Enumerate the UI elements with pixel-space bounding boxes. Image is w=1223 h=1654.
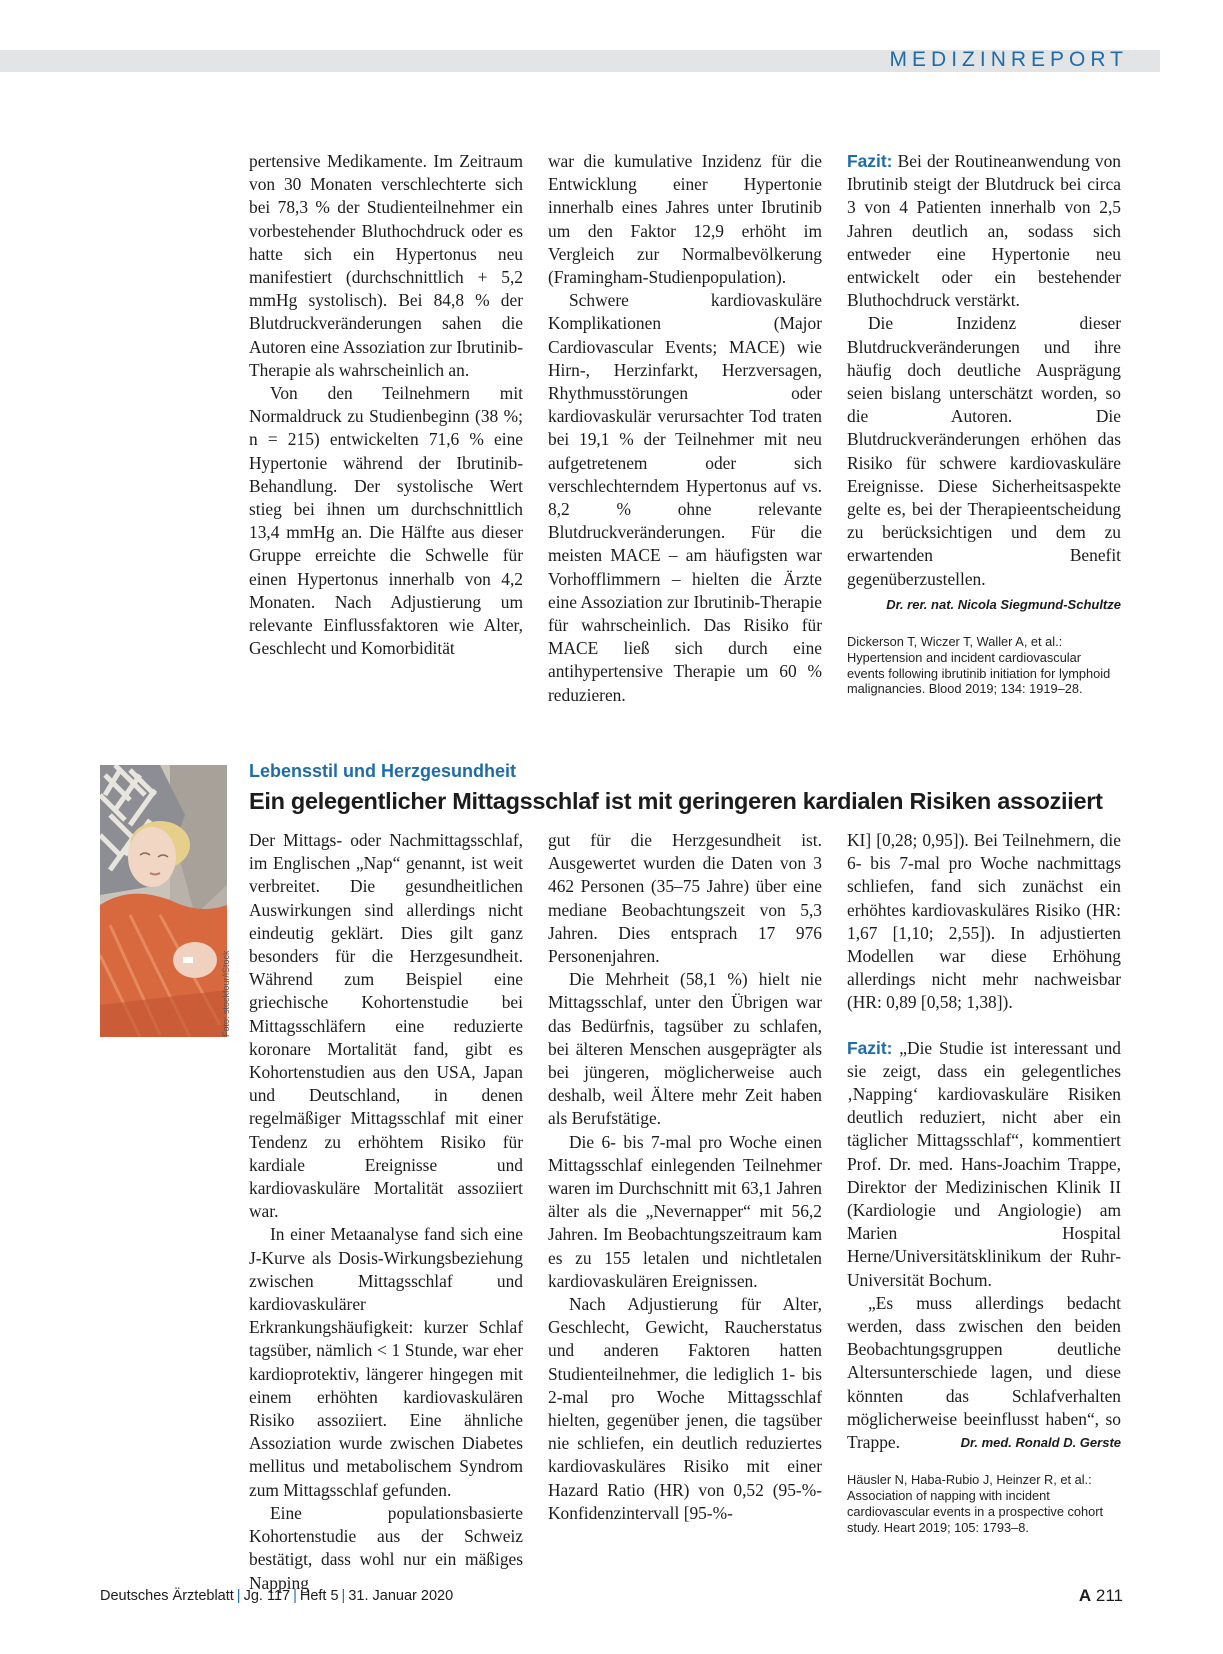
article1-column-2 (548, 150, 822, 707)
journal-name: Deutsches Ärzteblatt (100, 1588, 234, 1604)
page-footer (100, 1586, 1123, 1610)
volume: Jg. 117 (243, 1588, 291, 1604)
reference-line: study. Heart 2019; 105: 1793–8. (847, 1519, 1029, 1535)
article2-column-3 (847, 829, 1121, 1535)
author-byline: Dr. rer. nat. Nicola Siegmund-Schultze (886, 596, 1121, 612)
paragraph (847, 1292, 1121, 1454)
separator: | (341, 1588, 346, 1604)
reference-line: Association of napping with incident (847, 1488, 1050, 1504)
paragraph: Eine populationsbasierte Kohortenstudie aus der Schweiz bestätigt, dass wohl nur ein mäßiges Napping (249, 1502, 523, 1593)
paragraph: Schwere kardiovaskuläre Komplikationen (Major Cardiovascular Events; MACE) wie Hirn-, Herzinfarkt, Herzversagen, Rhythmusstörungen oder kardiovaskulär verursachter Tod traten bei 19,1 % der Teilnehmer mit neu aufgetretenem oder sich verschlechterndem Hypertonus auf vs. 8,2 % ohne relevante Blutdruckveränderungen. Für die meisten MACE – am häufigsten war Vorhofflimmern – hielten die Ärzte eine Assoziation zur Ibrutinib-Therapie für wahrscheinlich. Das Risiko für MACE ließ sich durch eine antihypertensive Therapie um 60 % reduzieren. (548, 290, 822, 705)
fazit-text: Bei der Routineanwendung von Ibrutinib steigt der Blutdruck bei circa 3 von 4 Patienten innerhalb von 2,5 Jahren deutlich an, sodass sich entweder eine Hypertonie neu entwickelt oder ein bestehender Bluthochdruck verstärkt. (847, 151, 1121, 311)
separator: | (293, 1588, 297, 1604)
fazit-paragraph (847, 150, 1121, 312)
fazit-label: Fazit: (847, 1037, 893, 1058)
section-label: MEDIZINREPORT (889, 48, 1128, 71)
article1-column-1 (249, 150, 523, 660)
paragraph: Der Mittags- oder Nachmittagsschlaf, im Englischen „Nap“ genannt, ist weit verbreitet. Die gesundheitlichen Auswirkungen sind allerdings nicht eindeutig geklärt. Dies gilt ganz besonders für die Herzgesundheit. Während zum Beispiel eine griechische Kohortenstudie bei Mittagsschläfern eine reduzierte koronare Mortalität fand, gibt es Kohortenstudien aus den USA, Japan und Deutschland, in denen regelmäßiger Mittagsschlaf mit einer Tendenz zu erhöhtem Risiko für kardiale Ereignisse und kardiovaskuläre Mortalität assoziiert war. (249, 830, 523, 1222)
page-prefix: A (1078, 1586, 1092, 1605)
article2-column-2 (548, 829, 822, 1525)
page-number (1079, 1586, 1123, 1606)
fazit-label: Fazit: (847, 151, 893, 171)
reference-line: events following ibrutinib initiation for lymphoid (847, 665, 1111, 681)
footer-citation (100, 1588, 453, 1604)
fazit-text: „Die Studie ist interessant und sie zeigt, dass ein gelegentliches ‚Napping‘ kardiovaskuläre Risiken deutlich reduziert, nicht aber ein täglicher Mittagsschlaf“, kommentiert Prof. Dr. med. Hans-Joachim Trappe, Direktor der Medizinischen Klinik II (Kardiologie und Angiologie) am Marien Hospital Herne/Universitätsklinikum der Ruhr-Universität Bochum. (847, 1037, 1121, 1290)
fazit-paragraph (847, 1037, 1121, 1292)
paragraph-text: „Es muss allerdings bedacht werden, dass zwischen den beiden Beobachtungsgruppen deutliche Altersunterschiede lagen, und diese könnten das Schlafverhalten möglicherweise beeinflusst haben“, so Trappe. (847, 1292, 1121, 1453)
article-photo (100, 765, 227, 1037)
paragraph: Die 6- bis 7-mal pro Woche einen Mittagsschlaf einlegenden Teilnehmer waren im Durchschnitt mit 63,1 Jahren älter als die „Nevernapper“ mit 56,2 Jahren. Im Beobachtungszeitraum kam es zu 155 letalen und nichtletalen kardiovaskulären Ereignissen. (548, 1131, 822, 1291)
article1-column-3 (847, 150, 1121, 697)
issue-date: 31. Januar 2020 (348, 1588, 454, 1604)
author-byline: Dr. med. Ronald D. Gerste (960, 1435, 1121, 1451)
article-kicker: Lebensstil und Herzgesundheit (249, 761, 517, 781)
article2-column-1 (249, 829, 523, 1595)
paragraph: gut für die Herzgesundheit ist. Ausgewertet wurden die Daten von 3 462 Personen (35–75 Jahre) über eine mediane Beobachtungszeit von 5,3 Jahren. Dies entsprach 17 976 Personenjahren. (548, 830, 822, 967)
paragraph: pertensive Medikamente. Im Zeitraum von 30 Monaten verschlechterte sich bei 78,3 % der Studienteilnehmer ein vorbestehender Bluthochdruck oder es hatte sich ein Hypertonus neu manifestiert (durchschnittlich + 5,2 mmHg systolisch). Bei 84,8 % der Blutdruckveränderungen sahen die Autoren eine Assoziation zur Ibrutinib-Therapie als wahrscheinlich an. (249, 151, 523, 380)
reference-line: Dickerson T, Wiczer T, Waller A, et al.: (847, 634, 1063, 650)
paragraph: war die kumulative Inzidenz für die Entwicklung einer Hypertonie innerhalb eines Jahres unter Ibrutinib um den Faktor 12,9 erhöht im Vergleich zur Normalbevölkerung (Framingham-Studienpopulation). (548, 151, 822, 288)
paragraph: Von den Teilnehmern mit Normaldruck zu Studienbeginn (38 %; n = 215) entwickelten 71,6 % eine Hypertonie während der Ibrutinib-Behandlung. Der systolische Wert stieg bei ihnen um durchschnittlich 13,4 mmHg an. Die Hälfte aus dieser Gruppe erreichte die Schwelle für einen Hypertonus innerhalb von 4,2 Monaten. Nach Adjustierung um relevante Einflussfaktoren wie Alter, Geschlecht und Komorbidität (249, 383, 523, 659)
paragraph: Die Mehrheit (58,1 %) hielt nie Mittagsschlaf, unter den Übrigen war das Bedürfnis, tagsüber zu schlafen, bei älteren Menschen ausgeprägter als bei jüngeren, möglicherweise auch deshalb, weil Ältere mehr Zeit haben als Berufstätige. (548, 969, 822, 1129)
paragraph: Nach Adjustierung für Alter, Geschlecht, Gewicht, Raucherstatus und anderen Faktoren hatten Studienteilnehmer, die lediglich 1- bis 2-mal pro Woche Mittagsschlaf hielten, gegenüber jenen, die tagsüber nie schliefen, ein deutlich reduziertes kardiovaskuläres Risiko mit einer Hazard Ratio (HR) von 0,52 (95-%-Konfidenzintervall [95-%- (548, 1294, 822, 1523)
reference (847, 634, 1121, 697)
page-number-value: 211 (1095, 1586, 1123, 1605)
reference-line: malignancies. Blood 2019; 134: 1919–28. (847, 681, 1083, 697)
paragraph: KI] [0,28; 0,95]). Bei Teilnehmern, die 6- bis 7-mal pro Woche nachmittags schliefen, fand sich zunächst ein erhöhtes kardiovaskuläres Risiko (HR: 1,67 [1,10; 2,55]). In adjustierten Modellen war diese Erhöhung allerdings nicht mehr nachweisbar (HR: 0,89 [0,58; 1,38]). (847, 830, 1121, 1013)
photo-credit: Foto: stockfour/iStock (221, 950, 231, 1037)
separator: | (236, 1588, 241, 1604)
reference-line: cardiovascular events in a prospective cohort (847, 1503, 1104, 1519)
paragraph: In einer Metaanalyse fand sich eine J-Kurve als Dosis-Wirkungsbeziehung zwischen Mittagsschlaf und kardiovaskulärer Erkrankungshäufigkeit: kurzer Schlaf tagsüber, nämlich < 1 Stunde, war eher kardioprotektiv, längerer hingegen mit einem erhöhten kardiovaskulären Risiko assoziiert. Eine ähnliche Assoziation wurde zwischen Diabetes mellitus und metabolischem Syndrom zum Mittagsschlaf gefunden. (249, 1224, 523, 1500)
reference-line: Häusler N, Haba-Rubio J, Heinzer R, et al.: (847, 1472, 1092, 1488)
reference-line: Hypertension and incident cardiovascular (847, 649, 1082, 665)
issue: Heft 5 (299, 1588, 339, 1604)
reference (847, 1472, 1121, 1535)
paragraph: Die Inzidenz dieser Blutdruckveränderungen und ihre häufig doch deutliche Ausprägung seien bislang unterschätzt worden, so die Autoren. Die Blutdruckveränderungen erhöhen das Risiko für schwere kardiovaskuläre Ereignisse. Diese Sicherheitsaspekte gelte es, bei der Therapieentscheidung zu berücksichtigen und dem zu erwartenden Benefit gegenüberzustellen. (847, 313, 1121, 589)
article-headline: Ein gelegentlicher Mittagsschlaf ist mit geringeren kardialen Risiken assoziiert (249, 788, 1103, 814)
